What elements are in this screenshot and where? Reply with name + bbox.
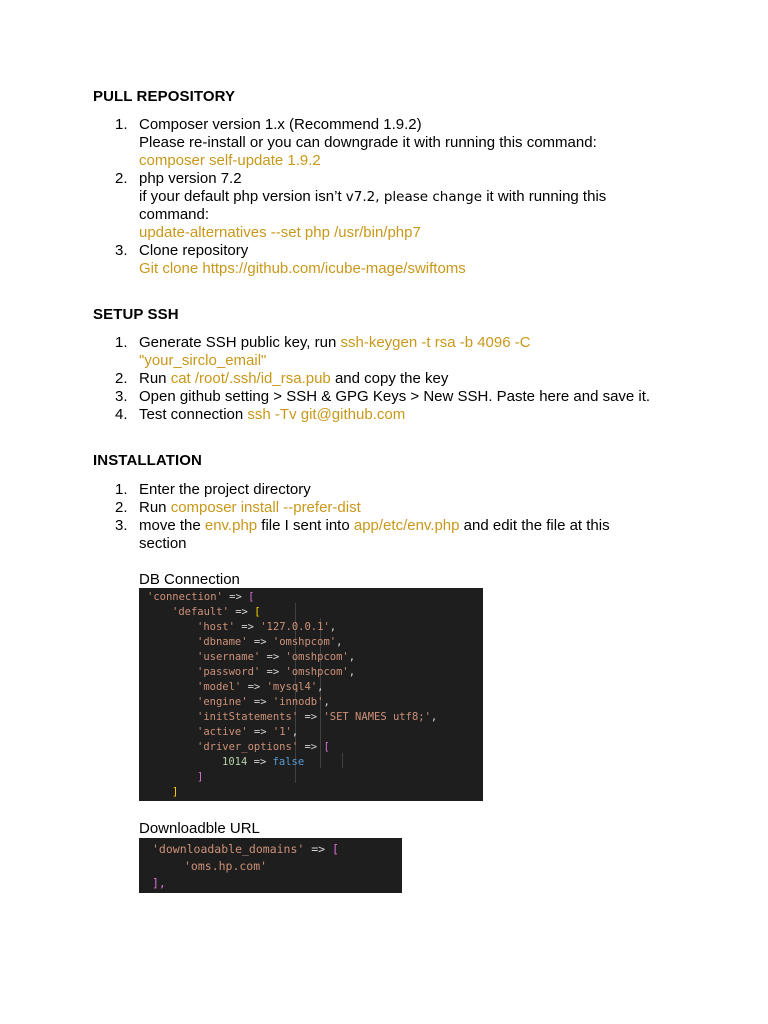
list-number: 4. xyxy=(115,406,128,423)
setup-ssh-list xyxy=(93,334,713,424)
list-text: Test connection ssh -Tv git@github.com xyxy=(139,406,406,423)
list-number: 2. xyxy=(115,499,128,516)
list-text: command: xyxy=(139,206,210,223)
code-line: ] xyxy=(172,786,179,798)
code-line: ], xyxy=(152,876,166,890)
code-line: 'password' => 'omshpcom', xyxy=(197,666,356,678)
list-text: Generate SSH public key, run ssh-keygen -t rsa -b 4096 -C xyxy=(139,334,531,351)
code-line: 'oms.hp.com' xyxy=(184,859,268,873)
downloadable-url-label: Downloadble URL xyxy=(139,820,260,837)
list-item xyxy=(93,499,713,517)
list-number: 1. xyxy=(115,334,128,351)
list-item xyxy=(93,370,713,388)
code-line: 'model' => 'mysql4', xyxy=(197,681,324,693)
command-text: composer self-update 1.9.2 xyxy=(139,152,321,169)
code-line: 'host' => '127.0.0.1', xyxy=(197,621,337,633)
list-text: Enter the project directory xyxy=(139,481,311,498)
list-text: section xyxy=(139,535,187,552)
db-connection-label: DB Connection xyxy=(139,571,240,588)
list-item xyxy=(93,116,713,170)
section-heading-setup-ssh: SETUP SSH xyxy=(93,306,179,323)
list-text: move the env.php file I sent into app/etc/env.php and edit the file at this xyxy=(139,517,610,534)
command-text: "your_sirclo_email" xyxy=(139,352,267,369)
list-text: Clone repository xyxy=(139,242,249,259)
code-line: 'driver_options' => [ xyxy=(197,741,330,753)
code-line: 'default' => [ xyxy=(172,606,261,618)
code-line: 1014 => false xyxy=(222,756,305,768)
list-number: 2. xyxy=(115,170,128,187)
db-connection-code-snippet xyxy=(139,588,483,801)
list-text: Composer version 1.x (Recommend 1.9.2) xyxy=(139,116,422,133)
list-text: Open github setting > SSH & GPG Keys > New SSH. Paste here and save it. xyxy=(139,388,651,405)
list-item xyxy=(93,170,713,242)
list-text: Please re-install or you can downgrade it with running this command: xyxy=(139,134,597,151)
code-line: 'active' => '1', xyxy=(197,726,299,738)
list-item xyxy=(93,242,713,278)
section-heading-pull-repository: PULL REPOSITORY xyxy=(93,88,236,105)
list-item xyxy=(93,517,713,553)
installation-list xyxy=(93,481,713,553)
code-line: 'engine' => 'innodb', xyxy=(197,696,330,708)
list-item xyxy=(93,481,713,499)
section-heading-installation: INSTALLATION xyxy=(93,452,202,469)
list-number: 1. xyxy=(115,116,128,133)
list-item xyxy=(93,388,713,406)
list-number: 3. xyxy=(115,517,128,534)
command-text: Git clone https://github.com/icube-mage/swiftoms xyxy=(139,260,466,277)
list-text: Run cat /root/.ssh/id_rsa.pub and copy the key xyxy=(139,370,449,387)
code-line: 'dbname' => 'omshpcom', xyxy=(197,636,343,648)
pull-repository-list xyxy=(93,116,713,278)
list-item xyxy=(93,334,713,370)
code-line: 'downloadable_domains' => [ xyxy=(152,842,339,856)
command-text: update-alternatives --set php /usr/bin/php7 xyxy=(139,224,421,241)
list-text: Run composer install --prefer-dist xyxy=(139,499,361,516)
code-line: 'username' => 'omshpcom', xyxy=(197,651,356,663)
list-number: 3. xyxy=(115,242,128,259)
list-item xyxy=(93,406,713,424)
list-number: 2. xyxy=(115,370,128,387)
downloadable-url-code-snippet xyxy=(139,838,402,893)
code-line: 'connection' => [ xyxy=(147,591,255,603)
code-line: ] xyxy=(197,771,204,783)
list-number: 3. xyxy=(115,388,128,405)
list-text: if your default php version isn’t v7.2, please change it with running this xyxy=(139,188,607,205)
list-text: php version 7.2 xyxy=(139,170,242,187)
list-number: 1. xyxy=(115,481,128,498)
code-line: 'initStatements' => 'SET NAMES utf8;', xyxy=(197,711,438,723)
